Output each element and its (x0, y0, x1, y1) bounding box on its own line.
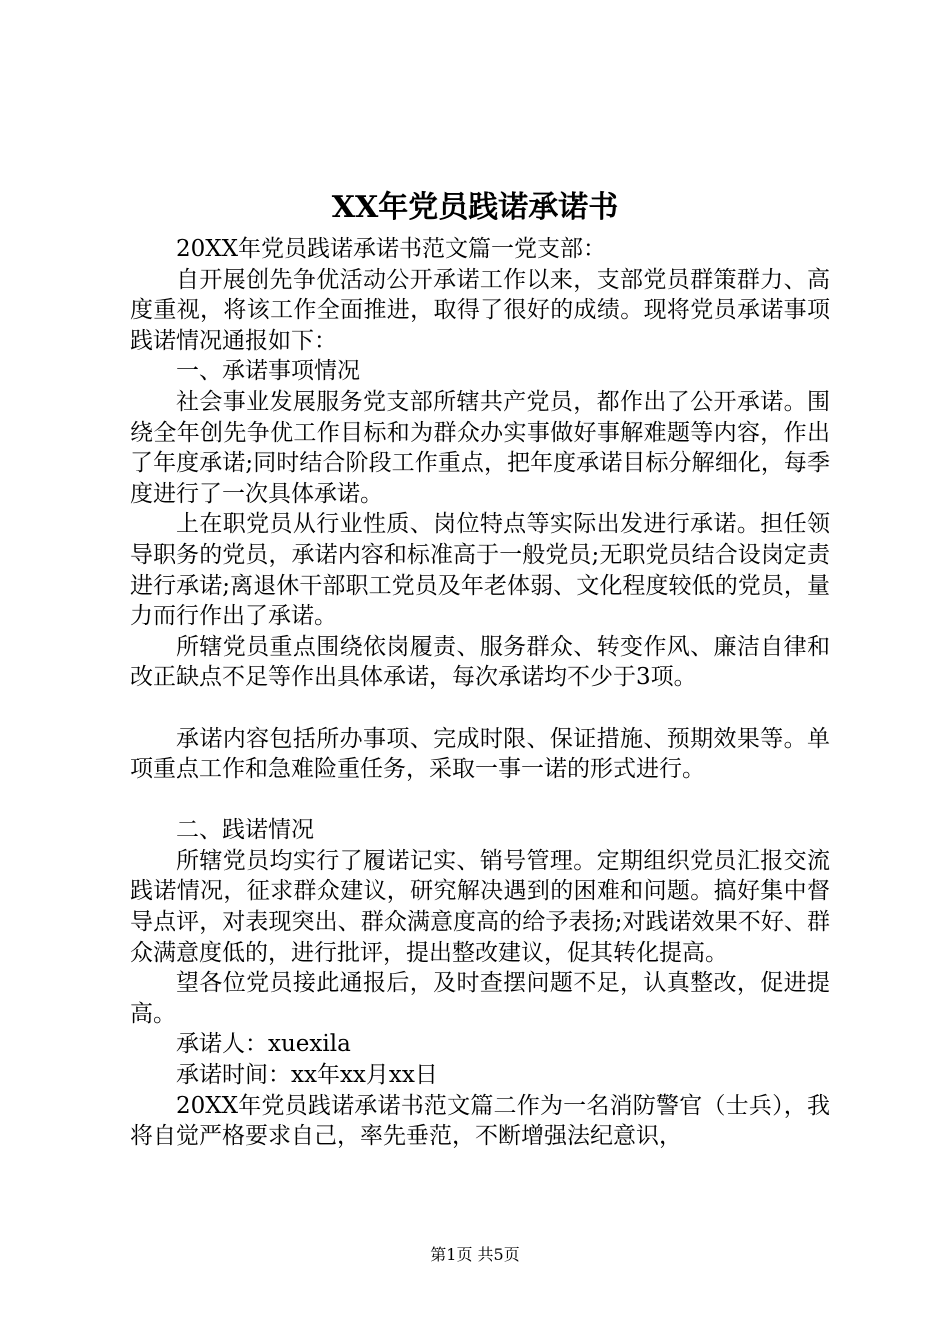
paragraph-intro: 20XX年党员践诺承诺书范文篇一党支部： (176, 236, 607, 262)
signature-line: 承诺人：xuexila (176, 1031, 351, 1058)
date-line: 承诺时间：xx年xx月xx日 (176, 1062, 438, 1089)
page-footer: 第1页 共5页 (430, 1245, 520, 1264)
paragraph-second-sample: 20XX年党员践诺承诺书范文篇二作为一名消防警官（士兵），我将自觉严格要求自己，率先垂范，不断增强法纪意识， (130, 1092, 830, 1150)
paragraph-section2-a: 所辖党员均实行了履诺记实、销号管理。定期组织党员汇报交流践诺情况，征求群众建议，研究解决遇到的困难和问题。搞好集中督导点评，对表现突出、群众满意度高的给予表扬;对践诺效果不好、群众满意度低的，进行批评，提出整改建议，促其转化提高。 (130, 847, 830, 966)
document-body (130, 234, 830, 1152)
paragraph-section1-b: 上在职党员从行业性质、岗位特点等实际出发进行承诺。担任领导职务的党员，承诺内容和标准高于一般党员;无职党员结合设岗定责进行承诺;离退休干部职工党员及年老体弱、文化程度较低的党员，量力而行作出了承诺。 (130, 511, 830, 630)
section-heading-2: 二、践诺情况 (176, 817, 314, 844)
paragraph-section1-a: 社会事业发展服务党支部所辖共产党员，都作出了公开承诺。围绕全年创先争优工作目标和为群众办实事做好事解难题等内容，作出了年度承诺;同时结合阶段工作重点，把年度承诺目标分解细化，每季度进行了一次具体承诺。 (130, 388, 830, 507)
section-heading-1: 一、承诺事项情况 (176, 358, 360, 385)
paragraph-section1-d: 承诺内容包括所办事项、完成时限、保证措施、预期效果等。单项重点工作和急难险重任务，采取一事一诺的形式进行。 (130, 725, 830, 783)
paragraph-section1-c: 所辖党员重点围绕依岗履责、服务群众、转变作风、廉洁自律和改正缺点不足等作出具体承诺，每次承诺均不少于3项。 (130, 633, 830, 691)
paragraph-opening: 自开展创先争优活动公开承诺工作以来，支部党员群策群力、高度重视，将该工作全面推进，取得了很好的成绩。现将党员承诺事项践诺情况通报如下： (130, 266, 830, 354)
document-title: XX年党员践诺承诺书 (331, 190, 619, 225)
paragraph-section2-b: 望各位党员接此通报后，及时查摆问题不足，认真整改，促进提高。 (130, 970, 830, 1027)
